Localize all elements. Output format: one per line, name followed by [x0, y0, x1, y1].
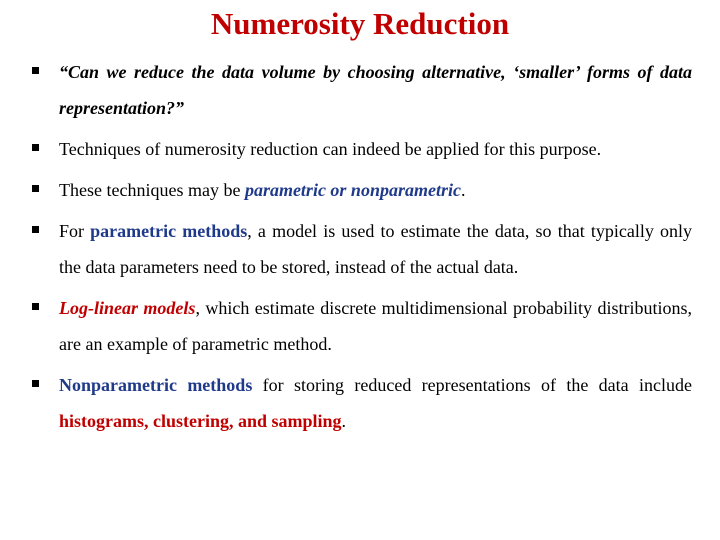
- bullet-nonparametric-highlight: Nonparametric methods: [59, 375, 253, 395]
- bullet-loglinear: [30, 290, 692, 362]
- bullet-nonparametric-after: .: [341, 411, 347, 431]
- square-bullet-icon: [32, 226, 39, 233]
- bullet-question-text: “Can we reduce the data volume by choosing alternative, ‘smaller’ forms of data representation?”: [59, 62, 692, 118]
- bullet-parametric: [30, 213, 692, 285]
- bullet-types-before: These techniques may be: [59, 180, 245, 200]
- bullet-loglinear-after: , which estimate discrete multidimensional probability distributions, are an example of parametric method.: [59, 298, 692, 354]
- square-bullet-icon: [32, 380, 39, 387]
- bullet-nonparametric: [30, 367, 692, 439]
- bullet-techniques-text: Techniques of numerosity reduction can indeed be applied for this purpose.: [59, 139, 602, 159]
- bullet-types-after: .: [460, 180, 466, 200]
- square-bullet-icon: [32, 185, 39, 192]
- bullet-techniques: [30, 131, 692, 167]
- square-bullet-icon: [32, 144, 39, 151]
- bullet-list: [30, 54, 692, 444]
- square-bullet-icon: [32, 67, 39, 74]
- bullet-parametric-after: , a model is used to estimate the data, so that typically only the data parameters need to be stored, instead of the actual data.: [59, 221, 692, 277]
- bullet-loglinear-highlight: Log-linear models: [59, 298, 196, 318]
- bullet-parametric-before: For: [59, 221, 91, 241]
- bullet-nonparametric-middle: for storing reduced representations of the data include: [252, 375, 692, 395]
- slide-title: Numerosity Reduction: [210, 6, 510, 41]
- bullet-parametric-highlight: parametric methods: [90, 221, 248, 241]
- square-bullet-icon: [32, 303, 39, 310]
- bullet-types: [30, 172, 692, 208]
- bullet-question: [30, 54, 692, 126]
- bullet-nonparametric-highlight2: histograms, clustering, and sampling: [59, 411, 342, 431]
- bullet-types-highlight: parametric or nonparametric: [244, 180, 461, 200]
